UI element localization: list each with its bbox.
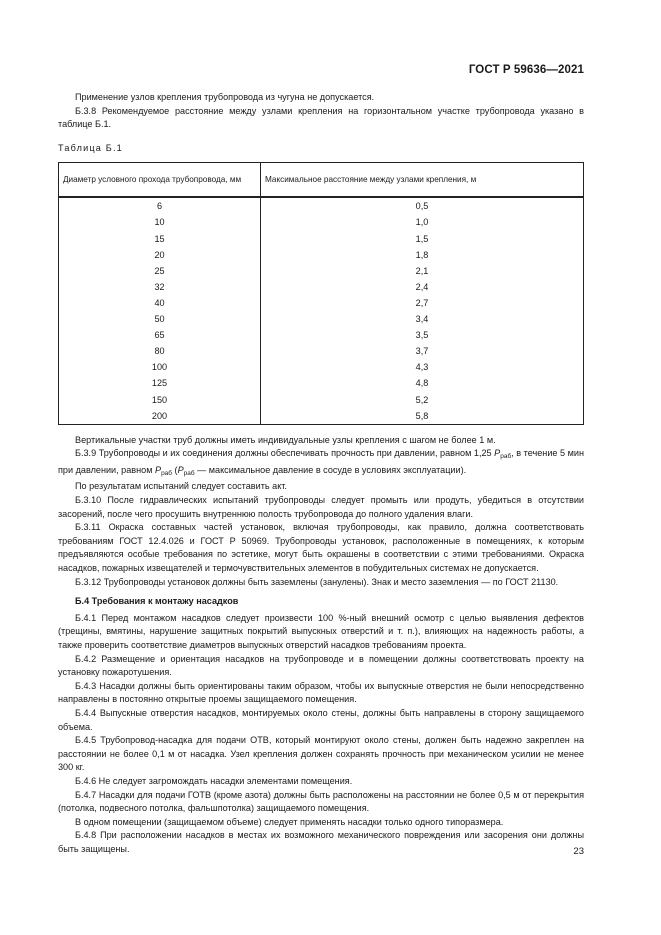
table-row <box>59 197 584 214</box>
table-row <box>59 214 584 230</box>
paragraph: Б.4.3 Насадки должны быть ориентированы таким образом, чтобы их выпускные отверстия не были непосредственно направлены в постоянно открытые проемы защищаемого помещения. <box>58 680 584 705</box>
column-header-distance: Максимальное расстояние между узлами крепления, м <box>261 163 584 198</box>
paragraph: Б.4.1 Перед монтажом насадков следует произвести 100 %-ный внешний осмотр с целью выявления дефектов (трещины, вмятины, нарушение защитных покрытий выпускных отверстий и т. п.), влияющих на надежность работы, а также проверить соответствие диаметров выпускных отверстий насадков требованиям проекта. <box>58 612 584 650</box>
diameter-cell: 15 <box>59 231 261 247</box>
distance-cell: 4,8 <box>261 375 584 391</box>
paragraph: Вертикальные участки труб должны иметь индивидуальные узлы крепления с шагом не более 1 м. <box>75 434 496 445</box>
diameter-cell: 40 <box>59 295 261 311</box>
diameter-cell: 150 <box>59 392 261 408</box>
diameter-cell: 125 <box>59 375 261 391</box>
document-body <box>58 91 584 857</box>
distance-cell: 1,8 <box>261 247 584 263</box>
table-row <box>59 375 584 391</box>
distance-cell: 3,4 <box>261 311 584 327</box>
distance-cell: 5,2 <box>261 392 584 408</box>
distance-cell: 4,3 <box>261 359 584 375</box>
table-row <box>59 359 584 375</box>
section-heading: Б.4 Требования к монтажу насадков <box>75 596 239 607</box>
standard-number: ГОСТ Р 59636—2021 <box>468 64 584 76</box>
table-row <box>59 343 584 359</box>
paragraph: Б.4.4 Выпускные отверстия насадков, монтируемых около стены, должны быть направлены в сторону защищаемого объема. <box>58 707 584 732</box>
paragraph: Б.4.2 Размещение и ориентация насадков на трубопроводе и в помещении должны соответствовать проекту на установку пожаротушения. <box>58 653 584 678</box>
paragraph: Б.4.6 Не следует загромождать насадки элементами помещения. <box>75 775 353 786</box>
table-row <box>59 392 584 408</box>
paragraph: По результатам испытаний следует составить акт. <box>75 481 287 492</box>
table-row <box>59 295 584 311</box>
paragraph: Б.3.12 Трубопроводы установок должны быть заземлены (занулены). Знак и место заземления — по ГОСТ 21130. <box>75 576 559 587</box>
paragraph: Б.3.9 Трубопроводы и их соединения должны обеспечивать прочность при давлении, равном 1,25 $P_{раб}$, в течение 5 мин при давлении, равном $P_{раб}$ ($P_{раб}$ — максимальное давление в сосуде в условиях эксплуатации). <box>58 448 584 477</box>
distance-cell: 1,5 <box>261 231 584 247</box>
paragraph: Б.4.5 Трубопровод-насадка для подачи ОТВ, который монтируют около стены, должен быть надежно закреплен на расстоянии не более 0,1 м от насадка. Узел крепления должен сохранять прочность при механическом усилии не менее 300 кг. <box>58 735 584 773</box>
paragraph: В одном помещении (защищаемом объеме) следует применять насадки только одного типоразмера. <box>75 816 504 827</box>
table-row <box>59 263 584 279</box>
table-row <box>59 408 584 425</box>
distance-cell: 1,0 <box>261 214 584 230</box>
table-row <box>59 327 584 343</box>
distance-cell: 2,1 <box>261 263 584 279</box>
paragraph: Применение узлов крепления трубопровода из чугуна не допускается. <box>75 92 375 102</box>
diameter-cell: 50 <box>59 311 261 327</box>
diameter-cell: 10 <box>59 214 261 230</box>
diameter-cell: 65 <box>59 327 261 343</box>
column-header-diameter: Диаметр условного прохода трубопровода, мм <box>59 163 261 198</box>
paragraph: Б.3.8 Рекомендуемое расстояние между узлами крепления на горизонтальном участке трубопровода указано в таблице Б.1. <box>58 105 584 130</box>
page-number: 23 <box>573 846 584 857</box>
distance-cell: 2,7 <box>261 295 584 311</box>
table-row <box>59 279 584 295</box>
paragraph: Б.3.11 Окраска составных частей установок, включая трубопроводы, как правило, должна соответствовать требованиям ГОСТ 12.4.026 и ГОСТ Р 50969. Трубопроводы установок, расположенные в помещениях, к которым предъявляются особые требования по эстетике, могут быть окрашены в соответствии с этими требованиями. Окраска насадков, пожарных извещателей и термочувствительных элементов в побудительных системах не допускается. <box>58 522 584 574</box>
diameter-cell: 100 <box>59 359 261 375</box>
table-body <box>59 197 584 424</box>
distance-cell: 5,8 <box>261 408 584 425</box>
diameter-cell: 32 <box>59 279 261 295</box>
diameter-cell: 6 <box>59 197 261 214</box>
paragraph: Б.3.10 После гидравлических испытаний трубопроводы следует промыть или продуть, убедиться в отсутствии засорений, после чего просушить внутреннюю полость трубопровода до полного удаления влаги. <box>58 495 584 519</box>
diameter-cell: 20 <box>59 247 261 263</box>
distance-cell: 0,5 <box>261 197 584 214</box>
table-row <box>59 311 584 327</box>
distance-cell: 3,5 <box>261 327 584 343</box>
diameter-cell: 80 <box>59 343 261 359</box>
distance-cell: 2,4 <box>261 279 584 295</box>
pipe-support-table <box>58 162 584 424</box>
distance-cell: 3,7 <box>261 343 584 359</box>
paragraph: Б.4.8 При расположении насадков в местах их возможного механического повреждения или засорения они должны быть защищены. <box>58 830 584 854</box>
diameter-cell: 25 <box>59 263 261 279</box>
table-row <box>59 247 584 263</box>
paragraph: Б.4.7 Насадки для подачи ГОТВ (кроме азота) должны быть расположены на расстоянии не более 0,5 м от перекрытия (потолка, подвесного потолка, фальшпотолка) защищаемого помещения. <box>58 789 584 814</box>
table-row <box>59 231 584 247</box>
table-caption: Таблица Б.1 <box>58 142 123 153</box>
diameter-cell: 200 <box>59 408 261 425</box>
